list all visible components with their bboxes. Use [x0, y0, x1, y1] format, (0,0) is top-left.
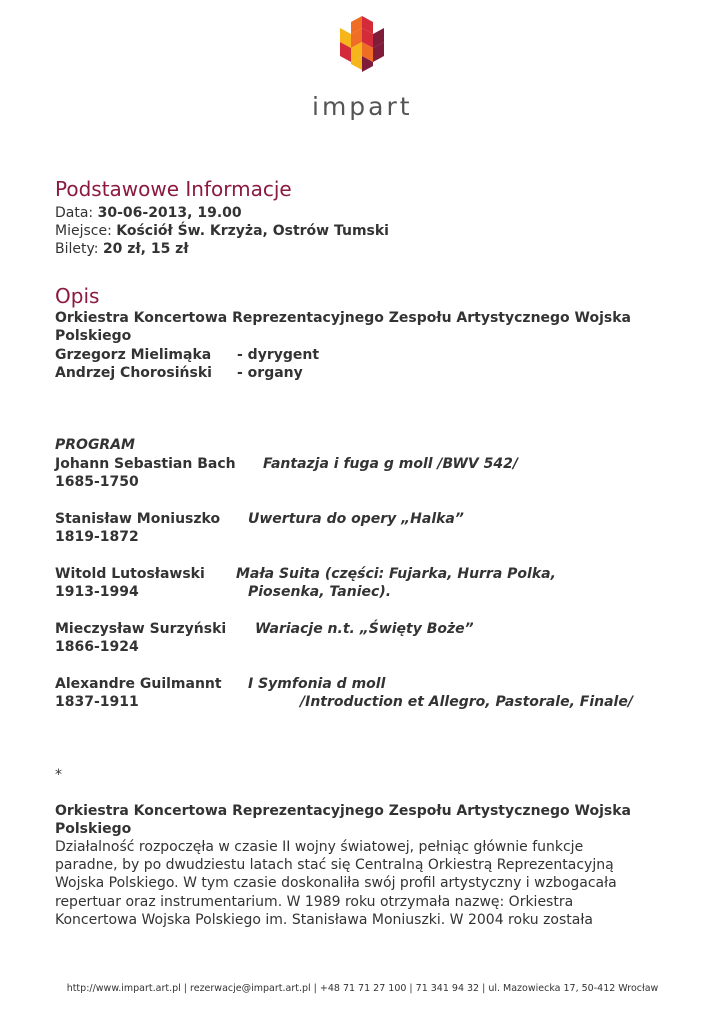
- program-composer: Stanisław Moniuszko: [55, 511, 221, 527]
- place-label: Miejsce:: [55, 223, 112, 239]
- performer-name: Andrzej Chorosiński: [55, 365, 212, 381]
- program-work: Mała Suita (części: Fujarka, Hurra Polka,: [236, 566, 556, 582]
- tickets-label: Bilety:: [55, 241, 99, 257]
- program-work: Fantazja i fuga g moll /BWV 542/: [263, 456, 518, 472]
- program-years: 1685-1750: [55, 474, 139, 490]
- program-years: 1866-1924: [55, 639, 139, 655]
- bio-paragraph: [55, 838, 675, 929]
- tickets-value: 20 zł, 15 zł: [102, 241, 189, 257]
- bio-line: Działalność rozpoczęła w czasie II wojny światowej, pełniąc głównie funkcje: [55, 839, 584, 855]
- bio-title-line1: Orkiestra Koncertowa Reprezentacyjnego Zespołu Artystycznego Wojska: [55, 803, 631, 819]
- program-work-continued: /Introduction et Allegro, Pastorale, Finale/: [300, 694, 633, 710]
- performer-row: [55, 364, 303, 382]
- program-heading: PROGRAM: [55, 437, 135, 453]
- program-work-continued: Piosenka, Taniec).: [248, 584, 392, 600]
- program-work: Uwertura do opery „Halka”: [248, 511, 464, 527]
- section-title-opis: Opis: [55, 284, 100, 308]
- performer-name: Grzegorz Mielimąka: [55, 347, 212, 363]
- orchestra-name-line2: Polskiego: [55, 328, 132, 344]
- program-work: Wariacje n.t. „Święty Boże”: [255, 621, 474, 637]
- program-years: 1913-1994: [55, 584, 139, 600]
- performer-role: - dyrygent: [237, 347, 320, 363]
- logo-wordmark: impart: [312, 92, 413, 121]
- section-title-basic: Podstawowe Informacje: [55, 177, 292, 201]
- program-composer: Mieczysław Surzyński: [55, 621, 227, 637]
- bio-line: repertuar oraz instrumentarium. W 1989 roku otrzymała nazwę: Orkiestra: [55, 893, 574, 910]
- program-years: 1819-1872: [55, 529, 139, 545]
- place-row: [55, 222, 389, 240]
- program-composer: Alexandre Guilmannt: [55, 676, 222, 692]
- performer-row: [55, 346, 320, 364]
- orchestra-name-line1: Orkiestra Koncertowa Reprezentacyjnego Zespołu Artystycznego Wojska: [55, 310, 631, 326]
- bio-line: paradne, by po dwudziestu latach stać się Centralną Orkiestrą Reprezentacyjną: [55, 857, 614, 874]
- program-composer: Witold Lutosławski: [55, 566, 205, 582]
- impart-logo: [312, 14, 413, 121]
- impart-logo-mark: [333, 14, 391, 76]
- bio-line: Koncertowa Wojska Polskiego im. Stanisława Moniuszki. W 2004 roku została: [55, 911, 593, 928]
- tickets-row: [55, 240, 189, 258]
- bio-line: Wojska Polskiego. W tym czasie doskonaliła swój profil artystyczny i wzbogacała: [55, 875, 617, 892]
- date-value: 30-06-2013, 19.00: [97, 205, 242, 221]
- footer-contact: http://www.impart.art.pl | rezerwacje@impart.art.pl | +48 71 71 27 100 | 71 341 94 32 | ul. Mazowiecka 17, 50-412 Wrocław: [66, 983, 659, 994]
- performer-role: - organy: [237, 365, 303, 381]
- place-value: Kościół Św. Krzyża, Ostrów Tumski: [116, 223, 389, 239]
- program-work: I Symfonia d moll: [248, 676, 386, 692]
- program-years: 1837-1911: [55, 694, 139, 710]
- date-row: [55, 204, 242, 222]
- program-composer: Johann Sebastian Bach: [55, 456, 236, 472]
- separator-asterisk: *: [55, 767, 62, 783]
- date-label: Data:: [55, 205, 94, 221]
- bio-title-line2: Polskiego: [55, 821, 132, 837]
